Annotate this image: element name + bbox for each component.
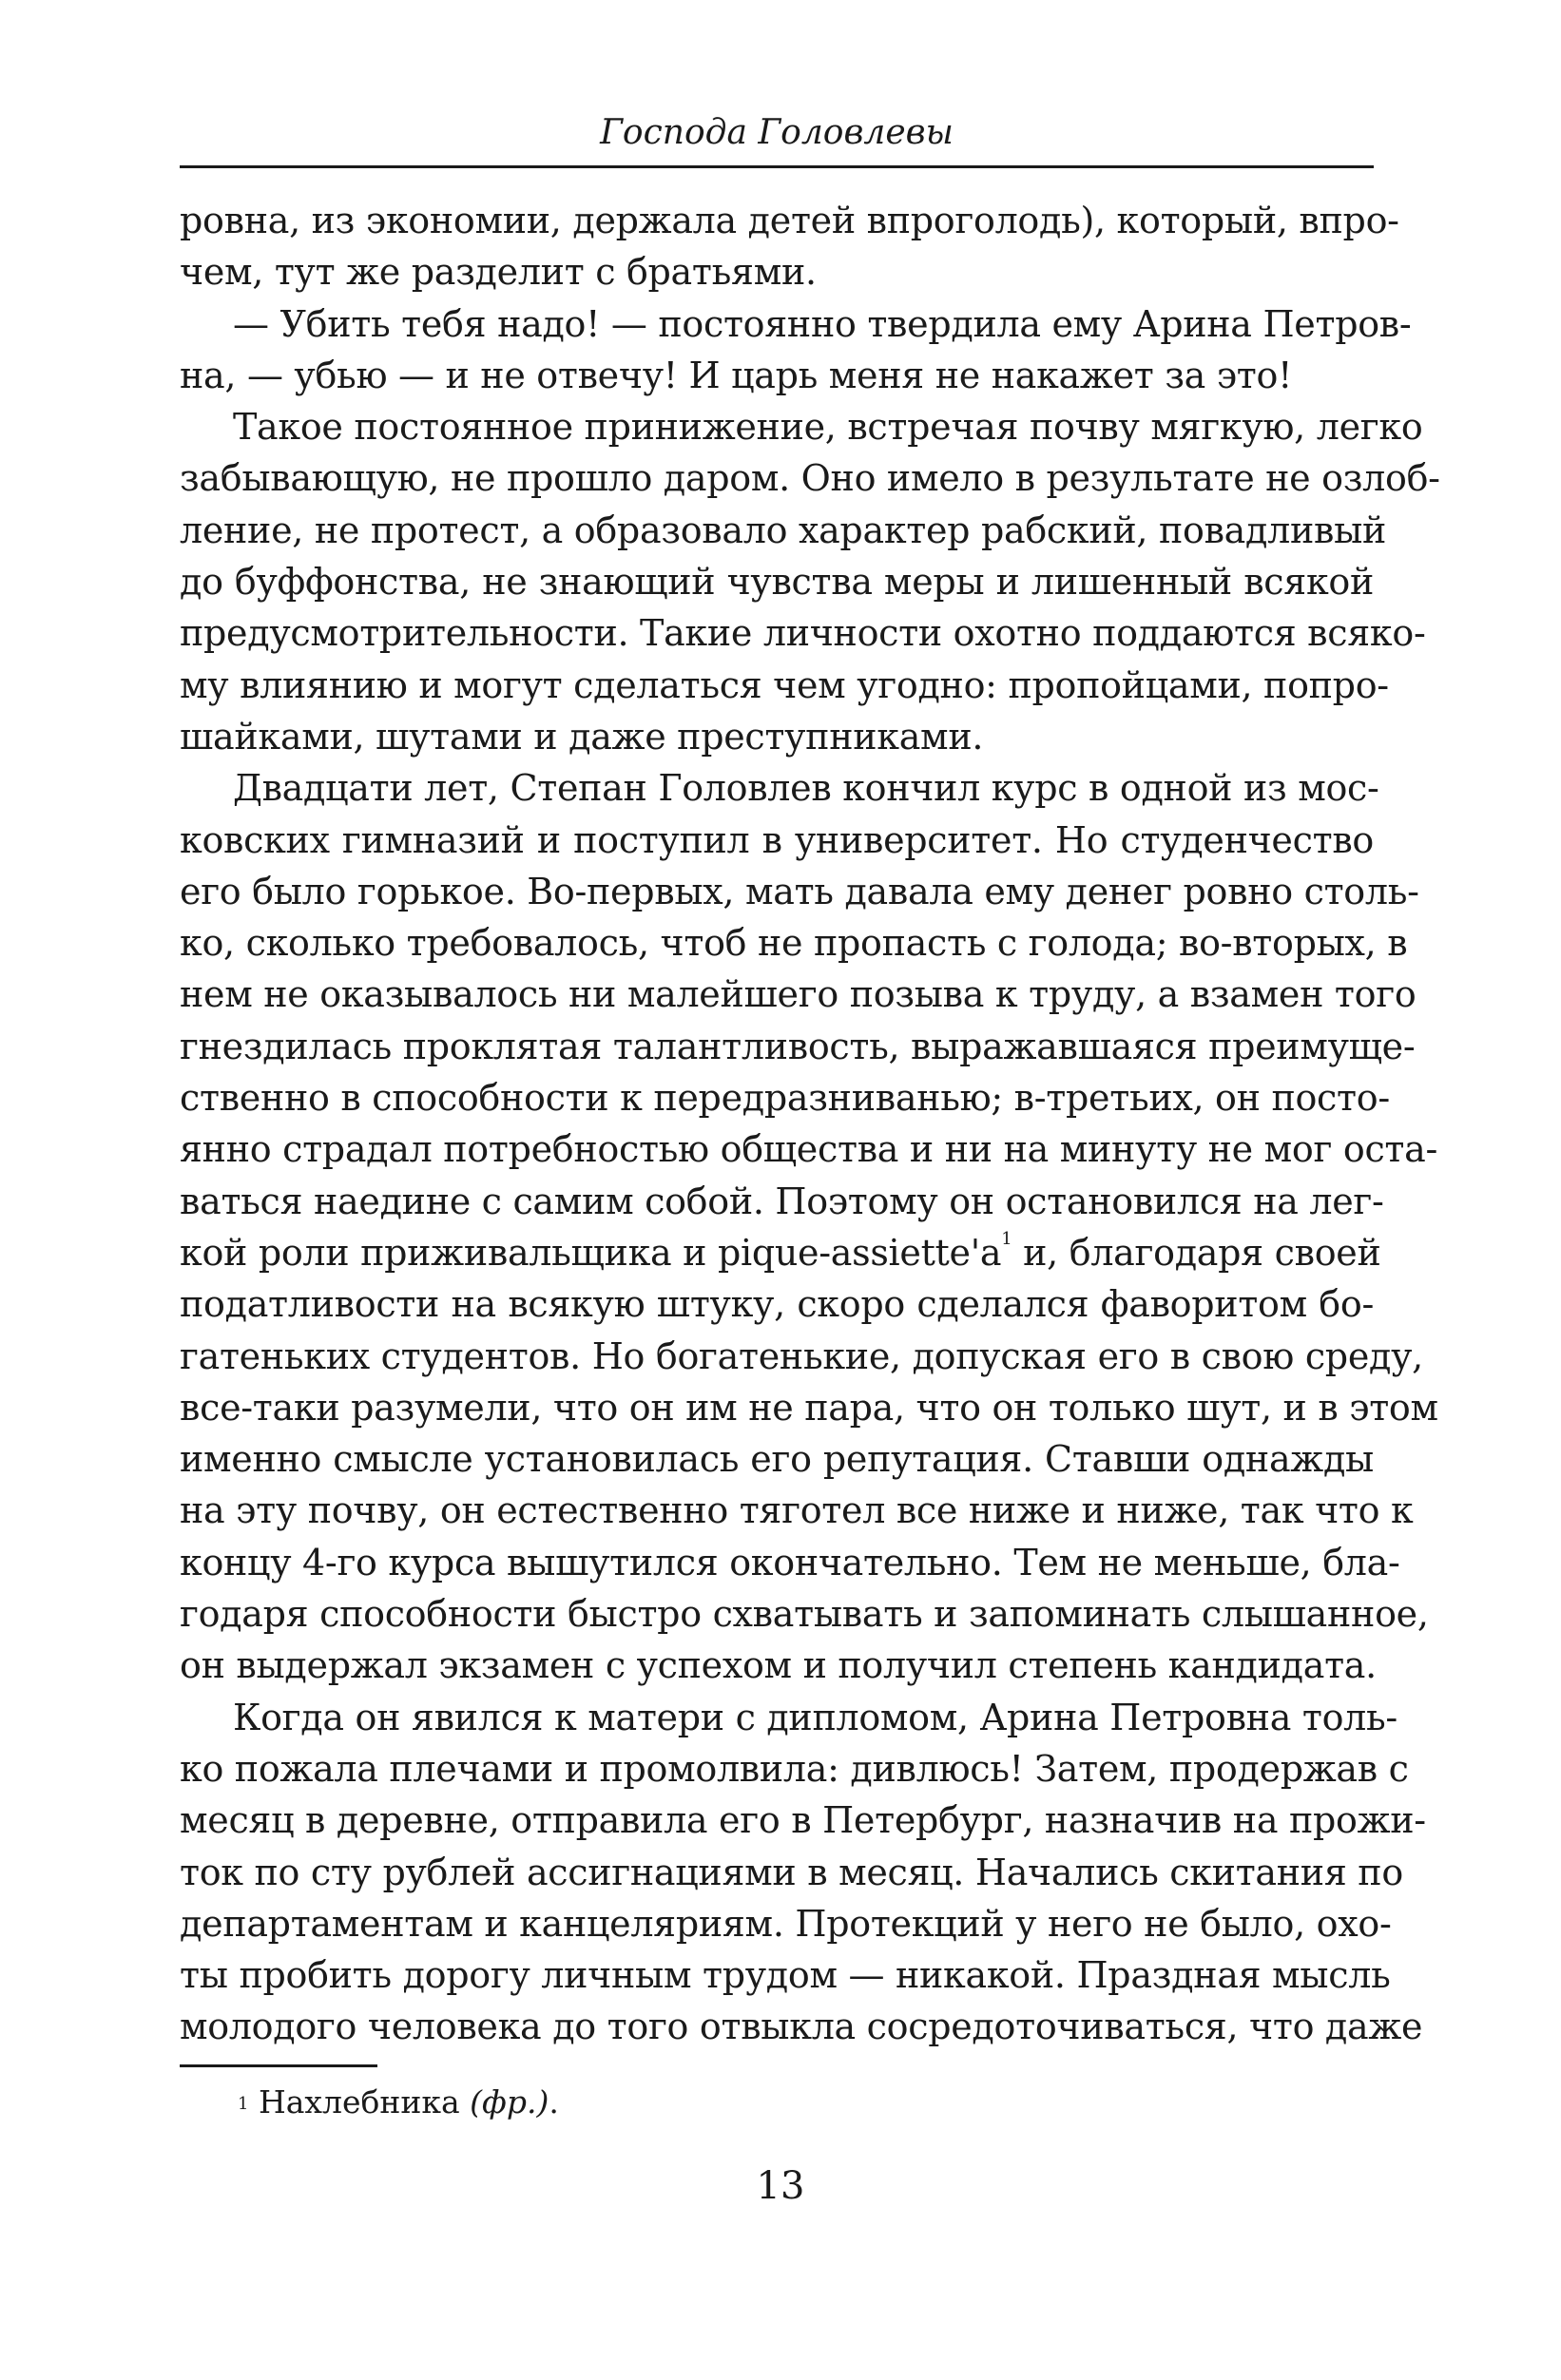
footnote-language: (фр.) xyxy=(470,2083,549,2121)
page-body xyxy=(180,113,1440,2053)
text-line: гнездилась проклятая талантливость, выражавшаяся преимуще- xyxy=(180,1025,1416,1067)
text-fragment: кой роли приживальщика и pique-assiette'а xyxy=(180,1231,1002,1274)
footnote-text: Нахлебника xyxy=(258,2083,471,2121)
footnote-mark: 1 xyxy=(238,2094,249,2114)
text-line: забывающую, не прошло даром. Оно имело в результате не озлоб- xyxy=(180,457,1440,500)
text-line: ровна, из экономии, держала детей впроголодь), который, впро- xyxy=(180,200,1399,241)
text-line: на, — убью — и не отвечу! И царь меня не накажет за это! xyxy=(180,354,1293,396)
text-line: ток по сту рублей ассигнациями в месяц. Начались скитания по xyxy=(180,1851,1403,1893)
text-fragment: и, благодаря своей xyxy=(1012,1231,1381,1274)
text-line: молодого человека до того отвыкла сосредоточиваться, что даже xyxy=(180,2006,1423,2048)
text-line: ко пожала плечами и промолвила: дивлюсь! Затем, продержав с xyxy=(180,1747,1409,1790)
text-line: Двадцати лет, Степан Головлев кончил курс в одной из мос- xyxy=(233,767,1379,810)
text-line: ты пробить дорогу личным трудом — никакой. Праздная мысль xyxy=(180,1954,1391,1997)
text-line: Когда он явился к матери с дипломом, Арина Петровна толь- xyxy=(233,1696,1397,1738)
text-line: податливости на всякую штуку, скоро сделался фаворитом бо- xyxy=(180,1283,1374,1326)
text-line: ственно в способности к передразниванью; в-третьих, он посто- xyxy=(180,1077,1390,1120)
text-line: месяц в деревне, отправила его в Петербург, назначив на прожи- xyxy=(180,1799,1426,1842)
text-line: его было горькое. Во-первых, мать давала ему денег ровно столь- xyxy=(180,870,1419,912)
footnote xyxy=(238,2083,559,2121)
text-line: нем не оказывалось ни малейшего позыва к труду, а взамен того xyxy=(180,973,1416,1016)
running-header: Господа Головлевы xyxy=(180,114,1374,168)
text-line: предусмотрительности. Такие личности охотно поддаются всяко- xyxy=(180,612,1426,655)
text-line: на эту почву, он естественно тяготел все ниже и ниже, так что к xyxy=(180,1489,1414,1532)
text-line: — Убить тебя надо! — постоянно твердила ему Арина Петров- xyxy=(233,302,1412,345)
text-line: Такое постоянное принижение, встречая почву мягкую, легко xyxy=(233,406,1423,449)
text-line: гатеньких студентов. Но богатенькие, допуская его в свою среду, xyxy=(180,1334,1423,1377)
text-line-with-footnote xyxy=(180,1227,1381,1278)
footnote-divider xyxy=(180,2064,377,2067)
text-line: именно смысле установилась его репутация. Ставши однажды xyxy=(180,1438,1374,1481)
text-line: му влиянию и могут сделаться чем угодно: пропойцами, попро- xyxy=(180,663,1389,706)
text-line: чем, тут же разделит с братьями. xyxy=(180,251,817,294)
text-line: ковских гимназий и поступил в университет. Но студенчество xyxy=(180,818,1374,861)
text-line: департаментам и канцеляриям. Протекций у него не было, охо- xyxy=(180,1902,1392,1945)
text-line: шайками, шутами и даже преступниками. xyxy=(180,715,984,758)
main-text xyxy=(180,195,1440,2053)
text-line: янно страдал потребностью общества и ни на минуту не мог оста- xyxy=(180,1128,1438,1171)
text-line: ваться наедине с самим собой. Поэтому он остановился на лег- xyxy=(180,1180,1384,1222)
text-line: он выдержал экзамен с успехом и получил степень кандидата. xyxy=(180,1644,1377,1687)
page-number: 13 xyxy=(756,2164,805,2208)
text-line: концу 4-го курса вышутился окончательно. Тем не меньше, бла- xyxy=(180,1541,1400,1583)
text-line: годаря способности быстро схватывать и запоминать слышанное, xyxy=(180,1593,1429,1636)
footnote-tail: . xyxy=(549,2083,559,2121)
footnote-reference[interactable]: 1 xyxy=(1001,1228,1012,1249)
text-line: ление, не протест, а образовало характер рабский, повадливый xyxy=(180,509,1387,551)
text-line: все-таки разумели, что он им не пара, что он только шут, и в этом xyxy=(180,1386,1438,1429)
text-line: до буффонства, не знающий чувства меры и лишенный всякой xyxy=(180,561,1374,604)
text-line: ко, сколько требовалось, чтоб не пропасть с голода; во-вторых, в xyxy=(180,922,1408,965)
